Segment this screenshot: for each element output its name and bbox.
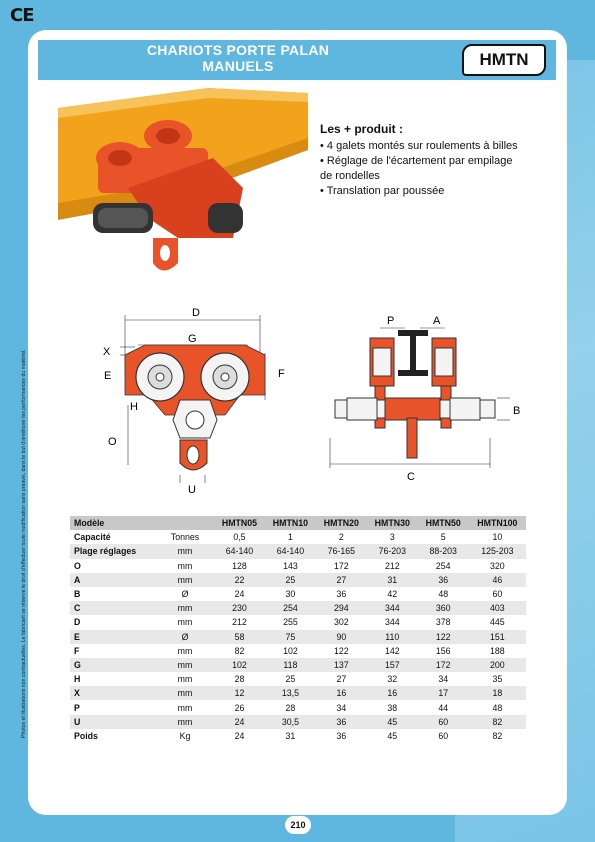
- table-cell: 254: [265, 601, 316, 615]
- table-cell: 17: [418, 686, 469, 700]
- dim-label-g: G: [188, 333, 197, 345]
- table-cell: 200: [469, 658, 526, 672]
- row-unit: mm: [177, 617, 193, 628]
- table-header: Modèle: [70, 516, 156, 530]
- row-label: Plage réglages: [70, 544, 156, 558]
- row-label: E: [70, 630, 156, 644]
- feature-item: • Réglage de l'écartement par empilage: [320, 155, 513, 167]
- table-cell: 24: [234, 589, 245, 600]
- table-cell: 45: [367, 715, 418, 729]
- table-cell: 36: [336, 730, 347, 741]
- row-unit: Tonnes: [170, 532, 200, 543]
- table-cell: 143: [283, 560, 298, 571]
- table-cell: 102: [283, 645, 298, 656]
- side-disclaimer: [9, 238, 27, 738]
- table-cell: 36: [336, 589, 347, 600]
- row-label: G: [70, 658, 156, 672]
- table-cell: 30,5: [265, 715, 316, 729]
- table-cell: 18: [469, 686, 526, 700]
- table-cell: 82: [469, 715, 526, 729]
- row-label: X: [70, 686, 156, 700]
- table-cell: 0,5: [233, 532, 246, 543]
- table-cell: 90: [316, 630, 367, 644]
- table-cell: 110: [367, 630, 418, 644]
- table-cell: 142: [384, 645, 400, 656]
- table-cell: 60: [418, 715, 469, 729]
- model-badge: HMTN: [462, 44, 546, 76]
- row-unit: mm: [156, 573, 214, 587]
- table-row: [70, 686, 526, 700]
- row-label: C: [70, 601, 156, 615]
- table-cell: 36: [316, 715, 367, 729]
- table-cell: 60: [492, 589, 503, 600]
- table-header: HMTN05: [214, 516, 265, 530]
- page-title: [38, 42, 438, 74]
- row-unit: mm: [156, 658, 214, 672]
- table-cell: 26: [234, 702, 245, 713]
- table-cell: 36: [418, 573, 469, 587]
- features-list: [320, 139, 550, 199]
- title-line-1: CHARIOTS PORTE PALAN: [146, 42, 330, 58]
- table-cell: 445: [490, 617, 505, 628]
- dim-label-x: X: [103, 346, 111, 358]
- table-header: [156, 516, 214, 530]
- dim-label-f: F: [278, 368, 285, 380]
- table-cell: 128: [232, 560, 247, 571]
- table-row: [70, 644, 526, 658]
- table-cell: 82: [492, 730, 503, 741]
- table-cell: 30: [285, 589, 296, 600]
- table-cell: 102: [214, 658, 265, 672]
- row-unit: Ø: [181, 589, 189, 600]
- table-row: [70, 630, 526, 644]
- table-cell: 58: [214, 630, 265, 644]
- table-cell: 254: [435, 560, 451, 571]
- row-unit: mm: [177, 702, 193, 713]
- table-cell: 12: [214, 686, 265, 700]
- table-header: HMTN50: [418, 516, 469, 530]
- row-unit: Ø: [156, 630, 214, 644]
- table-cell: 3: [389, 532, 395, 543]
- table-cell: 255: [283, 617, 298, 628]
- row-label: Poids: [74, 730, 98, 741]
- row-unit: Kg: [179, 730, 191, 741]
- table-cell: 230: [214, 601, 265, 615]
- table-cell: 294: [316, 601, 367, 615]
- dim-label-h: H: [130, 401, 138, 413]
- specifications-table: [70, 516, 526, 743]
- table-cell: 64-140: [265, 544, 316, 558]
- table-row: [70, 615, 526, 629]
- dim-label-c: C: [407, 471, 415, 483]
- table-cell: 25: [285, 674, 296, 685]
- table-cell: 42: [387, 589, 398, 600]
- table-cell: 32: [387, 674, 398, 685]
- table-cell: 28: [234, 674, 245, 685]
- table-cell: 34: [336, 702, 347, 713]
- front-view-diagram: [100, 305, 290, 495]
- row-label: H: [74, 674, 81, 685]
- table-cell: 31: [367, 573, 418, 587]
- table-cell: 188: [490, 645, 505, 656]
- dim-label-b: B: [513, 405, 521, 417]
- table-cell: 156: [435, 645, 451, 656]
- table-row: [70, 601, 526, 615]
- dim-label-p: P: [387, 315, 395, 327]
- table-cell: 38: [387, 702, 398, 713]
- table-cell: 16: [367, 686, 418, 700]
- table-cell: 172: [334, 560, 349, 571]
- feature-item: • Translation par poussée: [320, 185, 445, 197]
- table-header: HMTN20: [316, 516, 367, 530]
- row-label: Capacité: [74, 532, 111, 543]
- dim-label-o: O: [108, 436, 117, 448]
- table-cell: 45: [387, 730, 398, 741]
- dim-label-u: U: [188, 484, 196, 495]
- table-cell: 16: [316, 686, 367, 700]
- table-row: [70, 559, 526, 573]
- table-cell: 48: [438, 589, 449, 600]
- table-cell: 75: [265, 630, 316, 644]
- ce-logo: CE: [10, 5, 34, 26]
- row-label: B: [74, 589, 81, 600]
- table-cell: 88-203: [418, 544, 469, 558]
- row-label: D: [74, 617, 81, 628]
- table-row: [70, 544, 526, 558]
- table-header: HMTN100: [469, 516, 526, 530]
- table-cell: 360: [418, 601, 469, 615]
- table-cell: 24: [214, 715, 265, 729]
- table-cell: 35: [492, 674, 503, 685]
- table-cell: 2: [338, 532, 344, 543]
- row-unit: mm: [156, 715, 214, 729]
- table-cell: 344: [384, 617, 400, 628]
- table-cell: 122: [334, 645, 349, 656]
- table-row: [70, 672, 526, 686]
- side-disclaimer-text: Photos et illustrations non contractuelles. Le fabricant se réserve le droit d'effectuer toute modification sans préavis, dans le but d'améliorer les performances du matériel.: [21, 349, 27, 738]
- table-row: [70, 700, 526, 714]
- table-cell: 5: [440, 532, 446, 543]
- page-number: 210: [285, 816, 311, 834]
- row-unit: mm: [156, 544, 214, 558]
- feature-item: • 4 galets montés sur roulements à billes: [320, 140, 518, 152]
- dim-label-e: E: [104, 370, 112, 382]
- table-cell: 10: [492, 532, 503, 543]
- table-cell: 60: [438, 730, 449, 741]
- table-row: [70, 715, 526, 729]
- table-cell: 48: [492, 702, 503, 713]
- table-cell: 151: [469, 630, 526, 644]
- table-row: [70, 729, 526, 743]
- table-cell: 378: [435, 617, 451, 628]
- table-cell: 125-203: [469, 544, 526, 558]
- table-row: [70, 573, 526, 587]
- table-cell: 82: [234, 645, 245, 656]
- table-cell: 172: [418, 658, 469, 672]
- table-cell: 137: [316, 658, 367, 672]
- dim-label-d: D: [192, 307, 200, 319]
- table-cell: 44: [438, 702, 449, 713]
- table-cell: 31: [285, 730, 296, 741]
- table-cell: 76-203: [367, 544, 418, 558]
- table-cell: 157: [367, 658, 418, 672]
- table-cell: 403: [469, 601, 526, 615]
- product-features: [320, 122, 550, 199]
- table-cell: 212: [384, 560, 400, 571]
- table-cell: 1: [287, 532, 293, 543]
- table-header: HMTN30: [367, 516, 418, 530]
- table-header-row: [70, 516, 526, 530]
- row-label: F: [74, 645, 80, 656]
- table-cell: 212: [232, 617, 247, 628]
- table-cell: 320: [490, 560, 505, 571]
- product-photo: [58, 88, 308, 278]
- table-cell: 46: [469, 573, 526, 587]
- row-unit: mm: [177, 560, 193, 571]
- table-cell: 13,5: [265, 686, 316, 700]
- table-row: [70, 587, 526, 601]
- row-unit: mm: [156, 686, 214, 700]
- table-cell: 28: [285, 702, 296, 713]
- features-heading: Les + produit :: [320, 122, 404, 136]
- table-cell: 27: [316, 573, 367, 587]
- table-body: [70, 530, 526, 743]
- row-label: U: [70, 715, 156, 729]
- row-label: O: [74, 560, 81, 571]
- table-cell: 22: [214, 573, 265, 587]
- table-header: HMTN10: [265, 516, 316, 530]
- row-unit: mm: [177, 674, 193, 685]
- table-cell: 27: [336, 674, 347, 685]
- feature-item: de rondelles: [320, 170, 380, 182]
- table-cell: 344: [367, 601, 418, 615]
- table-cell: 24: [234, 730, 245, 741]
- dim-label-a: A: [433, 315, 441, 327]
- row-unit: mm: [156, 601, 214, 615]
- row-unit: mm: [177, 645, 193, 656]
- table-cell: 302: [334, 617, 349, 628]
- table-cell: 64-140: [214, 544, 265, 558]
- table-cell: 76-165: [316, 544, 367, 558]
- title-line-2: MANUELS: [202, 58, 274, 74]
- side-view-diagram: [325, 308, 525, 486]
- table-cell: 34: [438, 674, 449, 685]
- table-row: [70, 658, 526, 672]
- table-cell: 118: [265, 658, 316, 672]
- row-label: P: [74, 702, 80, 713]
- row-label: A: [70, 573, 156, 587]
- table-cell: 25: [265, 573, 316, 587]
- table-cell: 122: [418, 630, 469, 644]
- table-row: [70, 530, 526, 544]
